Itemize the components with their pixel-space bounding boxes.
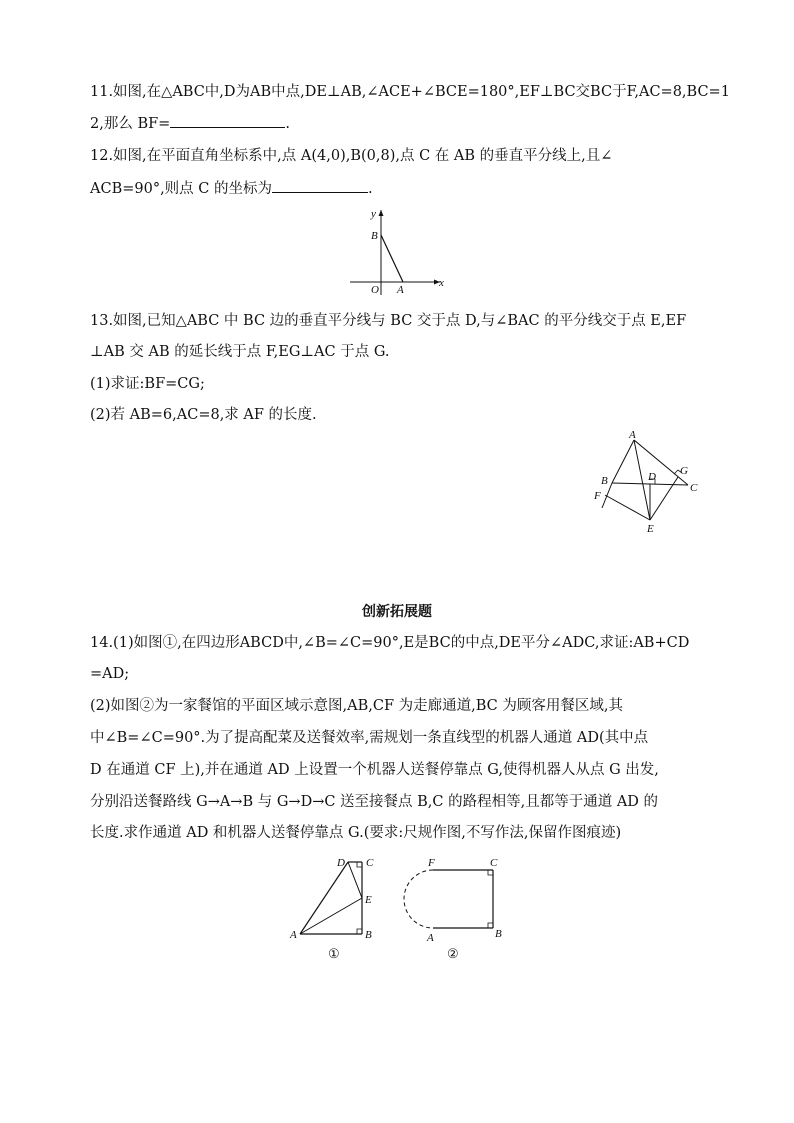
section-title: 创新拓展题 [362, 604, 432, 620]
right-angle-mark-b [357, 929, 362, 934]
q12-line-2 [90, 178, 373, 199]
q14-line-7: 长度.求作通道 AD 和机器人送餐停靠点 G.(要求:尺规作图,不写作法,保留作图痕迹) [90, 825, 622, 841]
q14-line-5: D 在通道 CF 上),并在通道 AD 上设置一个机器人送餐停靠点 G,使得机器人从点 G 出发, [90, 762, 659, 778]
segment-de [348, 862, 362, 898]
segment-ab [612, 440, 634, 483]
q11-line-1: 11.如图,在△ABC中,D为AB中点,DE⊥AB,∠ACE+∠BCE=180°,EF⊥BC交BC于F,AC=8,BC=1 [90, 84, 730, 100]
q14-figure-1 [285, 852, 385, 967]
label-b: B [365, 929, 372, 941]
label-a: A [397, 284, 404, 296]
q12-text: ACB=90°,则点 C 的坐标为 [90, 181, 272, 197]
y-axis-arrow [379, 210, 384, 216]
right-angle-mark-c [488, 870, 493, 875]
label-x: x [439, 277, 444, 289]
right-angle-mark-c [357, 862, 362, 867]
segment-ab [381, 235, 403, 282]
q11-end: . [285, 116, 290, 132]
label-e: E [365, 894, 372, 906]
right-angle-mark-b [488, 923, 493, 928]
q12-end: . [368, 181, 373, 197]
label-y: y [371, 208, 376, 220]
q14-line-2: =AD; [90, 666, 130, 682]
segment-eg [650, 477, 678, 520]
label-d: D [337, 857, 345, 869]
segment-ef [605, 495, 650, 520]
q13-part-1: (1)求证:BF=CG; [90, 376, 205, 392]
q11-line-2 [90, 113, 290, 134]
q13-part-2: (2)若 AB=6,AC=8,求 AF 的长度. [90, 407, 317, 423]
q11-text: 2,那么 BF= [90, 116, 171, 132]
label-a: A [427, 932, 434, 944]
label-d: D [648, 471, 656, 483]
segment-ad [300, 862, 348, 934]
q14-line-6: 分别沿送餐路线 G→A→B 与 G→D→C 送至接餐点 B,C 的路程相等,且都等于通道 AD 的 [90, 794, 659, 810]
figure-2-caption: ② [447, 946, 459, 961]
label-b: B [371, 230, 378, 242]
label-f: F [594, 490, 601, 502]
label-c: C [490, 857, 498, 869]
label-a: A [629, 429, 636, 441]
label-a: A [290, 929, 297, 941]
label-o: O [371, 284, 379, 296]
q13-triangle-figure [590, 428, 710, 538]
label-c: C [366, 857, 374, 869]
answer-blank-q11 [170, 113, 285, 128]
answer-blank-q12 [272, 178, 368, 193]
label-e: E [647, 523, 654, 535]
label-f: F [428, 857, 435, 869]
q13-line-1: 13.如图,已知△ABC 中 BC 边的垂直平分线与 BC 交于点 D,与∠BAC 的平分线交于点 E,EF [90, 313, 687, 329]
q14-line-3: (2)如图②为一家餐馆的平面区域示意图,AB,CF 为走廊通道,BC 为顾客用餐区域,其 [90, 698, 623, 714]
figure-1-caption: ① [328, 946, 340, 961]
q13-line-2: ⊥AB 交 AB 的延长线于点 F,EG⊥AC 于点 G. [90, 344, 390, 360]
q14-figure-2 [395, 852, 515, 967]
label-c: C [690, 482, 698, 494]
label-b: B [601, 475, 608, 487]
q12-line-1: 12.如图,在平面直角坐标系中,点 A(4,0),B(0,8),点 C 在 AB 的垂直平分线上,且∠ [90, 148, 613, 164]
segment-ae [300, 898, 362, 934]
q14-line-1: 14.(1)如图①,在四边形ABCD中,∠B=∠C=90°,E是BC的中点,DE平分∠ADC,求证:AB+CD [90, 635, 690, 651]
label-g: G [680, 465, 688, 477]
dashed-arc [404, 870, 433, 928]
q14-line-4: 中∠B=∠C=90°.为了提高配菜及送餐效率,需规划一条直线型的机器人通道 AD(其中点 [90, 730, 649, 746]
q12-coordinate-figure [340, 200, 450, 300]
label-b: B [495, 928, 502, 940]
